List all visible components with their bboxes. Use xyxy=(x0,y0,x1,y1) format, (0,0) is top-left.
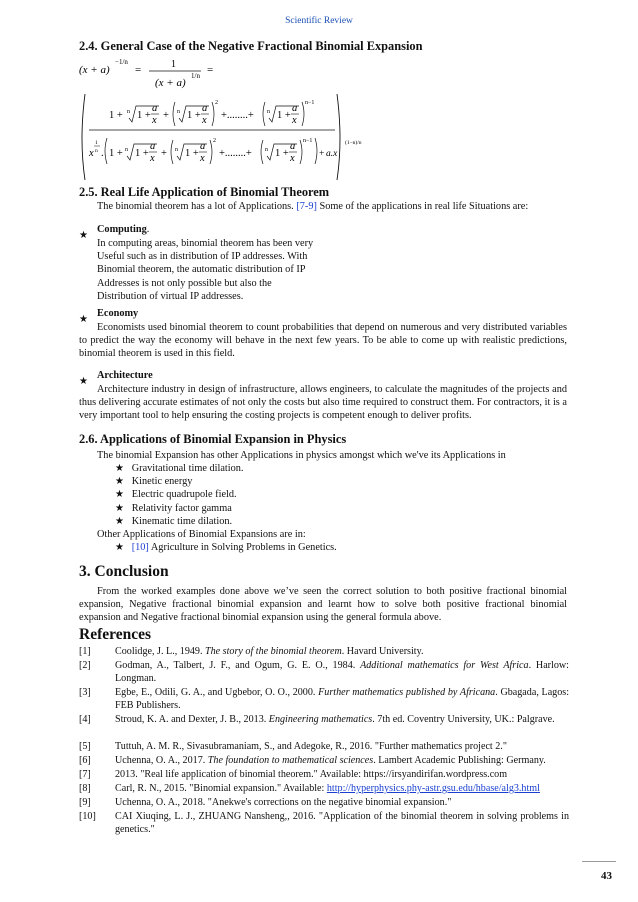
eq-equals-2: = xyxy=(207,64,214,76)
eq-equals-1: = xyxy=(135,64,142,76)
citation-7-9[interactable]: [7-9] xyxy=(296,201,317,212)
svg-text:a: a xyxy=(290,141,296,152)
computing-title: Computing. xyxy=(97,224,150,235)
star-icon: ★ xyxy=(115,502,124,514)
svg-text:+: + xyxy=(319,149,325,159)
svg-text:+: + xyxy=(161,148,167,159)
conclusion-text: From the worked examples done above we’ve seen the correct solution to both positive fractional binomial expansion, Negative fractional binomial expansion and learnt how to solve both positive fractional binomial expansion and Negative fractional binomial expansion using the general formula above. xyxy=(79,586,567,624)
star-icon: ★ xyxy=(79,314,88,325)
svg-text:x: x xyxy=(152,115,157,126)
svg-text:2: 2 xyxy=(215,100,218,106)
reference-link[interactable]: http://hyperphysics.phy-astr.gsu.edu/hbase/alg3.html xyxy=(326,783,540,794)
svg-text:a: a xyxy=(152,103,158,114)
svg-text:2: 2 xyxy=(213,138,216,144)
eq-den-exp: 1/n xyxy=(191,72,200,80)
section-2-4-title: 2.4. General Case of the Negative Fractional Binomial Expansion xyxy=(79,39,423,53)
eq-final-exp: (1−n)/n xyxy=(345,140,362,146)
svg-text:n: n xyxy=(127,109,130,115)
section-2-5-intro: The binomial theorem has a lot of Applications. [7-9] Some of the applications in real life Situations are: xyxy=(97,201,529,212)
svg-text:x: x xyxy=(89,148,94,159)
svg-text:n: n xyxy=(267,109,270,115)
eq-big-denominator xyxy=(88,138,338,164)
conclusion-title: 3. Conclusion xyxy=(79,563,169,580)
eq-big-numerator xyxy=(109,100,314,126)
svg-text:a: a xyxy=(200,141,206,152)
list-item: ★ Relativity factor gamma xyxy=(115,502,232,514)
page-divider xyxy=(582,861,616,862)
svg-text:1 +: 1 + xyxy=(187,110,201,121)
svg-text:x: x xyxy=(290,153,295,164)
eq-den: (x + a) xyxy=(155,77,186,89)
star-icon: ★ xyxy=(115,476,124,488)
other-applications: Other Applications of Binomial Expansions are in: xyxy=(97,529,306,540)
equation-svg xyxy=(79,58,559,183)
svg-text:x: x xyxy=(200,153,205,164)
svg-text:.: . xyxy=(101,148,104,159)
svg-text:1 +: 1 + xyxy=(135,148,149,159)
svg-text:n: n xyxy=(177,109,180,115)
economy-text: Economists used binomial theorem to count probabilities that depend on numerous and very distributed variables to predict the way the economy will behave in the next few years. To be able to come up with realistic predictions, binomial theorem is used in this field. xyxy=(79,322,567,360)
svg-text:x: x xyxy=(202,115,207,126)
section-2-6-intro: The binomial Expansion has other Applications in physics amongst which we've its Applications in xyxy=(97,450,506,461)
journal-header: Scientific Review xyxy=(285,16,353,26)
svg-text:n: n xyxy=(125,147,128,153)
architecture-title: Architecture xyxy=(97,370,153,381)
svg-text:n: n xyxy=(95,148,98,154)
svg-text:1 +: 1 + xyxy=(275,148,289,159)
list-item: ★ Kinetic energy xyxy=(115,476,193,488)
svg-text:1: 1 xyxy=(95,140,98,146)
svg-text:n−1: n−1 xyxy=(303,138,313,144)
svg-text:a: a xyxy=(292,103,298,114)
equation-block xyxy=(79,58,559,183)
svg-text:n: n xyxy=(265,147,268,153)
star-icon: ★ xyxy=(115,515,124,527)
star-icon: ★ xyxy=(115,463,124,474)
list-item: ★ Gravitational time dilation. xyxy=(115,463,244,474)
genetics-item: ★ [10] Agriculture in Solving Problems in Genetics. xyxy=(115,542,337,553)
section-2-6-title: 2.6. Applications of Binomial Expansion in Physics xyxy=(79,432,347,446)
star-icon: ★ xyxy=(115,489,124,501)
page-number: 43 xyxy=(601,870,612,882)
svg-text:a.x: a.x xyxy=(326,149,338,159)
list-item: ★ Electric quadrupole field. xyxy=(115,489,237,501)
citation-10[interactable]: [10] xyxy=(131,542,149,553)
computing-text: In computing areas, binomial theorem has been very Useful such as in distribution of IP addresses. With Binomial theorem, the automatic distribution of IP Addresses is not only possible but also the Distribution of virtual IP addresses. xyxy=(97,238,314,302)
svg-text:+........+: +........+ xyxy=(219,148,252,159)
svg-text:n−1: n−1 xyxy=(305,100,315,106)
star-icon: ★ xyxy=(115,542,124,553)
svg-text:x: x xyxy=(150,153,155,164)
svg-text:1 +: 1 + xyxy=(277,110,291,121)
svg-text:1 +: 1 + xyxy=(109,148,123,159)
list-item: ★ Kinematic time dilation. xyxy=(115,515,233,527)
eq-lhs-exp: −1/n xyxy=(115,58,128,66)
eq-one: 1 xyxy=(171,59,176,70)
eq-lhs: (x + a) xyxy=(79,64,110,76)
references-title: References xyxy=(79,626,152,643)
architecture-text: Architecture industry in design of infrastructure, allows engineers, to calculate the magnitudes of the projects and thus delivering accurate estimates of not only the costs but also time required to construct them. For contractors, it is a very important tool to help ensuring the costing projects is competent enough to deliver profits. xyxy=(79,384,567,422)
svg-text:n: n xyxy=(175,147,178,153)
svg-text:+: + xyxy=(163,110,169,121)
economy-title: Economy xyxy=(97,308,139,319)
svg-text:1 +: 1 + xyxy=(185,148,199,159)
star-icon: ★ xyxy=(79,230,88,241)
physics-list xyxy=(115,462,515,528)
section-2-5-title: 2.5. Real Life Application of Binomial Theorem xyxy=(79,185,330,199)
svg-text:x: x xyxy=(292,115,297,126)
computing-bullet xyxy=(79,225,88,243)
svg-text:1 +: 1 + xyxy=(109,110,123,121)
svg-text:a: a xyxy=(202,103,208,114)
svg-text:+........+: +........+ xyxy=(221,110,254,121)
star-icon: ★ xyxy=(79,376,88,387)
svg-text:a: a xyxy=(150,141,156,152)
svg-text:1 +: 1 + xyxy=(137,110,151,121)
